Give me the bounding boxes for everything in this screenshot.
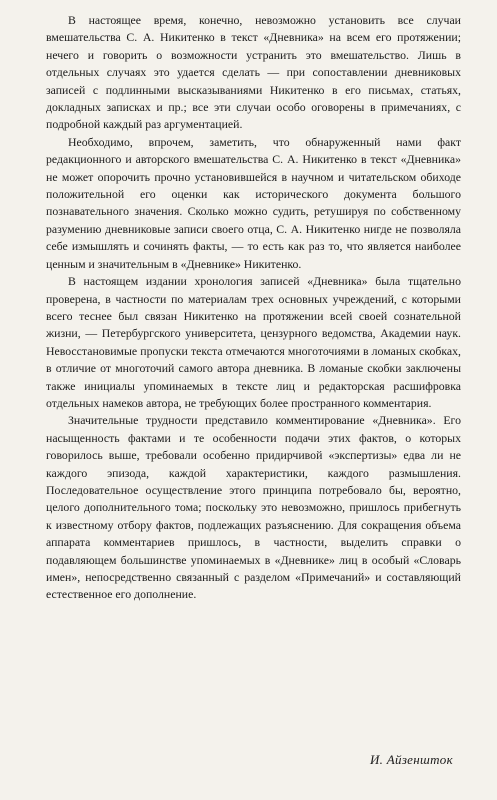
author-signature: И. Айзеншток [369, 752, 453, 767]
paragraph-1: В настоящее время, конечно, невозможно установить все случаи вмешательства С. А. Никитенко в текст «Дневника» на всем его протяжении; нечего и говорить о возможности устранить это вмешательство. Лишь в отдельных случаях это удается сделать — при сопоставлении дневниковых записей с подлинными высказываниями Никитенко в его письмах, статьях, докладных записках и пр.; все эти случаи особо оговорены в примечаниях, с подробной каждый раз аргументацией. [46, 13, 461, 132]
paragraph-4: Значительные трудности представило комментирование «Дневника». Его насыщенность фактами и те особенности подачи этих фактов, о которых говорилось выше, требовали особенно придирчивой «экспертизы» едва ли не каждого эпизода, каждой характеристики, каждого размышления. Последовательное осуществление этого принципа потребовало бы, вероятно, целого дополнительного тома; поскольку это невозможно, пришлось прибегнуть к известному отбору фактов, подлежащих разъяснению. Для сокращения объема аппарата комментариев пришлось, в частности, выделить справки о подавляющем большинстве упоминаемых в «Дневнике» лиц в особый «Словарь имен», непосредственно связанный с разделом «Примечаний» и составляющий естественное его дополнение. [46, 413, 461, 602]
paragraph-3: В настоящем издании хронология записей «Дневника» была тщательно проверена, в частности по материалам трех основных учреждений, с которыми всего теснее был связан Никитенко на протяжении всей своей сознательной жизни, — Петербургского университета, цензурного ведомства, Академии наук. Невосстановимые пропуски текста отмечаются многоточиями в ломаных скобках, в отличие от многоточий самого автора дневника. В ломаные скобки заключены также инициалы упоминаемых в тексте лиц и редакторская расшифровка отдельных намеков автора, не требующих более пространного комментария. [46, 274, 461, 410]
paragraph-2: Необходимо, впрочем, заметить, что обнаруженный нами факт редакционного и авторского вмешательства С. А. Никитенко в текст «Дневника» не может опорочить прочно установившейся в научном и читательском обиходе положительной его оценки как исторического документа большого познавательного значения. Сколько можно судить, ретушируя по собственному разумению дневниковые записи своего отца, С. А. Никитенко нигде не позволяла себе измышлять и сочинять факты, — то есть как раз то, что является наиболее ценным и значительным в «Дневнике» Никитенко. [46, 134, 461, 271]
